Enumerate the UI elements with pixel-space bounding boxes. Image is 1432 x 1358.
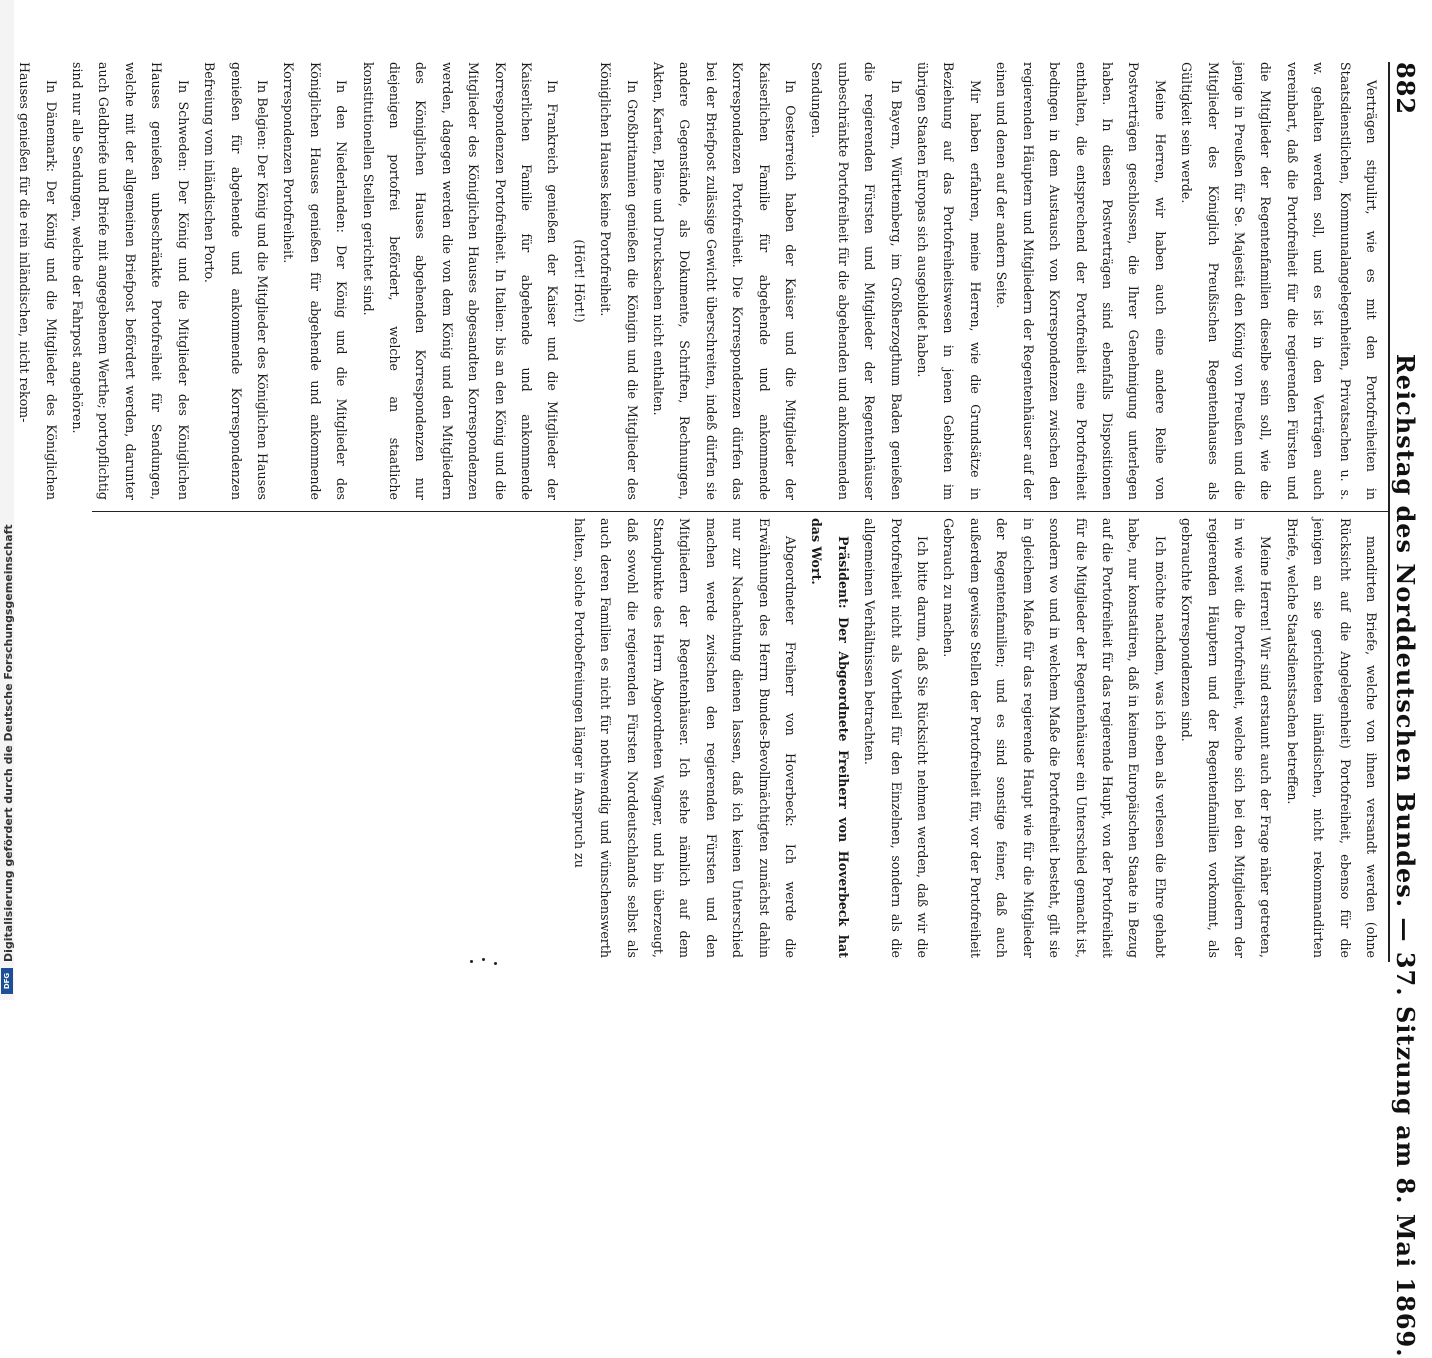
page-number: 882: [1391, 62, 1420, 116]
speaker-paragraph: Abgeordneter Freiherr von Hoverbeck: Ich werde die Erwähnungen des Herrn Bundes-Bevollmächtigten zunächst dahin nur zur Nachachtung dienen lassen, daß ich keinen Unterschied machen werde zwischen den regierenden Fürsten und den Mitgliedern der Regentenhäuser. Ich stehe nämlich auf dem Standpunkte des Herrn Abgeordneten Wagner, und bin überzeugt, daß sowohl die regierenden Fürsten Norddeutschlands selbst als auch deren Familien es nicht für nothwendig und wünschenswerth halten, solche Portobefreiungen länger in Anspruch zu: [571, 518, 799, 958]
paragraph: Meine Herren! Wir sind erstaunt auch der Frage näher getreten, in wie weit die Portofreiheit, welche sich bei den Mitgliedern der regierenden Häuptern und der Regentenfamilien vorkommt, als gebrauchte Korrespondenzen sind.: [1179, 518, 1274, 958]
dfg-logo-icon: [1, 968, 13, 994]
digitization-note: Digitalisierung gefördert durch die Deutsche Forschungsgemeinschaft: [2, 524, 15, 962]
paragraph: In Frankreich genießen der Kaiser und die Mitglieder der Kaiserlichen Familie für abgehende und ankommende Korrespondenzen Portofreiheit. In Italien: bis an den König und die Mitglieder des Königlichen Hauses abgesandten Korrespondenzen werden, dagegen werden die von dem König und den Mitgliedern des Königlichen Hauses abgehenden Korrespondenzen nur diejenigen portofrei befördert, welche an staatliche konstitutionellen Stellen gerichtet sind.: [360, 62, 561, 500]
paragraph: In Großbritannien genießen die Königin und die Mitglieder des Königlichen Hauses keine Portofreiheit.: [598, 62, 640, 500]
left-column: [17, 62, 1384, 500]
scan-speckle: [482, 958, 485, 961]
paragraph: Ich möchte nachdem, was ich eben als verlesen die Ehre gehabt habe, nur konstatiren, daß in keinem Europäischen Staate in Bezug auf die Portofreiheit für das regierende Haupt, von der Portofreiheit für die Mitglieder der Regentenhäuser ein Unterschied gemacht ist, sondern wo und in welchem Maße die Portofreiheit besteht, gilt sie in gleichem Maße für das regierende Haupt wie für die Mitglieder der Regentenfamilien; und es sind sonstige feiner, daß auch außerdem gewisse Stellen der Portofreiheit für, vor der Portofreiheit Gebrauch zu machen.: [941, 518, 1168, 958]
paragraph: In Schweden: Der König und die Mitglieder des Königlichen Hauses genießen unbeschränkte Portofreiheit für Sendungen, welche mit der allgemeinen Briefpost befördert werden, darunter auch Geldbriefe und Briefe mit angegebenem Werthe; portopflichtig sind nur alle Sendungen, welche der Fahrpost angehören.: [70, 62, 191, 500]
column-divider: [92, 511, 1388, 512]
scan-speckle: [470, 960, 473, 963]
interjection: (Hört! Hört!): [571, 239, 587, 323]
page-header: [1391, 62, 1420, 1358]
paragraph: Ich bitte darum, daß Sie Rücksicht nehmen werden, daß wir die Portofreiheit nicht als Vortheil für den Einzelnen, sondern als die allgemeinen Verhältnissen betrachten.: [862, 518, 931, 958]
paragraph: In den Niederlanden: Der König und die Mitglieder des Königlichen Hauses genießen für abgehende und ankommende Korrespondenzen Portofreiheit.: [281, 62, 350, 500]
paragraph: In Dänemark: Der König und die Mitglieder des Königlichen Hauses genießen für die rein inländischen, nicht rekom-: [17, 62, 59, 500]
paragraph: Mir haben erfahren, meine Herren, wie die Grundsätze in Beziehung auf das Portofreiheitswesen in jenen Gebieten im übrigen Staaten Europas sich ausgebildet haben.: [915, 62, 983, 500]
scan-speckle: [494, 962, 497, 965]
speaker-paragraph: Präsident: Der Abgeordnete Freiherr von Hoverbeck hat das Wort.: [809, 518, 851, 958]
page-title: Reichstag des Norddeutschen Bundes. — 37. Sitzung am 8. Mai 1869.: [1391, 353, 1420, 1358]
dfg-logo-text: DFG: [3, 972, 11, 990]
paragraph: In Bayern, Württemberg, im Großherzogthum Baden genießen die regierenden Fürsten und Mitglieder der Regentenhäuser unbeschränkte Portofreiheit für die abgehenden und ankommenden Sendungen.: [809, 62, 904, 500]
paragraph: Verträgen stipulirt, wie es mit den Portofreiheiten in Staatsdienstlichen, Kommunalangelegenheiten, Privatsachen u. s. w. gehalten werden soll, und es ist in den Verträgen auch vereinbart, daß die Portofreiheit für die regierenden Fürsten und die Mitglieder der Regentenfamilien dieselbe sein soll, wie die jenige in Preußen für Se. Majestät den König von Preußen und die Mitglieder des Königlich Preußischen Regentenhauses als Gültigkeit sein werde.: [1179, 62, 1379, 500]
paragraph: mandirten Briefe, welche von ihnen versandt werden (ohne Rücksicht auf die Angelegenheit) Portofreiheit, ebenso für die jenigen an sie gerichteten inländischen, nicht rekommandirten Briefe, welche Staatsdienstsachen betreffen.: [1284, 518, 1379, 958]
paragraph: In Oesterreich haben der Kaiser und die Mitglieder der Kaiserlichen Familie für abgehende und ankommende Korrespondenzen Portofreiheit. Die Korrespondenzen dürfen das bei der Briefpost zulässige Gewicht überschreiten, indeß dürfen sie andere Gegenstände, als Dokumente, Schriften, Rechnungen, Akten, Karten, Pläne und Drucksachen nicht enthalten.: [651, 62, 799, 500]
paragraph: Meine Herren, wir haben auch eine andere Reihe von Postverträgen geschlossen, die Ihrer Genehmigung unterlegen haben. In diesen Postverträgen sind ebenfalls Dispositionen enthalten, die entsprechend der Portofreiheit eine Portofreiheit bedingen in dem Austausch von Korrespondenzen zwischen den regierenden Häuptern und Mitgliedern der Regentenhäuser auf der einen und denen auf der andern Seite.: [994, 62, 1168, 500]
header-rule: [1388, 62, 1390, 962]
right-column: [90, 518, 1384, 958]
paragraph: In Belgien: Der König und die Mitglieder des Königlichen Hauses genießen für abgehende und ankommende Korrespondenzen Befreiung vom inländischen Porto.: [202, 62, 270, 500]
